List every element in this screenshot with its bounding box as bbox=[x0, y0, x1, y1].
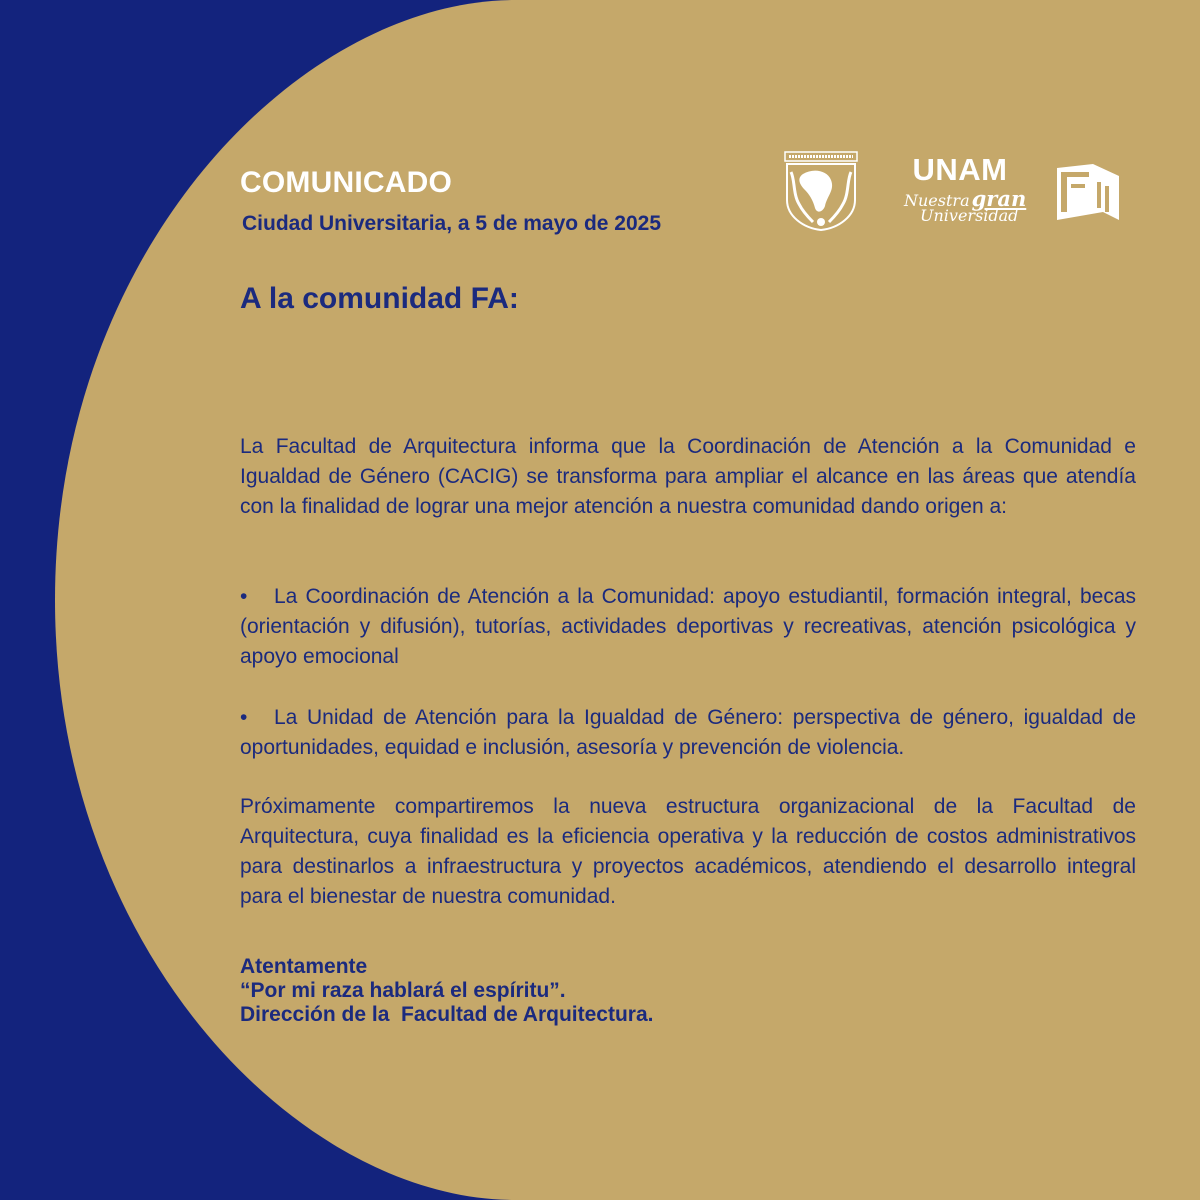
list-item bbox=[240, 582, 1136, 672]
signature-line-2: “Por mi raza hablará el espíritu”. bbox=[240, 979, 566, 1002]
bullet-icon: • bbox=[240, 585, 248, 608]
list-item bbox=[240, 703, 1136, 763]
date-line: Ciudad Universitaria, a 5 de mayo de 2025 bbox=[242, 212, 662, 235]
page-title: COMUNICADO bbox=[240, 166, 452, 199]
bullet-icon: • bbox=[240, 706, 248, 729]
bullet-text: La Coordinación de Atención a la Comunidad: apoyo estudiantil, formación integral, becas (orientación y difusión), tutorías, actividades deportivas y recreativas, atención psicológica y apoyo emocional bbox=[240, 585, 1136, 668]
unam-slogan-line: Nuestragran bbox=[904, 186, 1027, 211]
unam-coat-of-arms-icon bbox=[783, 150, 859, 232]
facultad-arquitectura-icon bbox=[1053, 162, 1121, 224]
unam-wordmark: UNAM bbox=[912, 152, 1008, 187]
unam-slogan-line-2: Universidad bbox=[920, 206, 1019, 225]
unam-logo bbox=[898, 152, 1027, 232]
intro-paragraph: La Facultad de Arquitectura informa que la Coordinación de Atención a la Comunidad e Igualdad de Género (CACIG) se transforma para ampliar el alcance en las áreas que atendía con la finalidad de lograr una mejor atención a nuestra comunidad dando origen a: bbox=[240, 435, 1136, 518]
signature-line-1: Atentamente bbox=[240, 955, 368, 978]
signature-block bbox=[240, 955, 654, 1027]
greeting-heading: A la comunidad FA: bbox=[240, 282, 519, 315]
signature-line-3: Dirección de la Facultad de Arquitectura. bbox=[240, 1003, 654, 1026]
bullet-text: La Unidad de Atención para la Igualdad de Género: perspectiva de género, igualdad de oportunidades, equidad e inclusión, asesoría y prevención de violencia. bbox=[240, 706, 1136, 759]
closing-paragraph: Próximamente compartiremos la nueva estructura organizacional de la Facultad de Arquitectura, cuya finalidad es la eficiencia operativa y la reducción de costos administrativos para destinarlos a infraestructura y proyectos académicos, atendiendo el desarrollo integral para el bienestar de nuestra comunidad. bbox=[240, 795, 1136, 908]
